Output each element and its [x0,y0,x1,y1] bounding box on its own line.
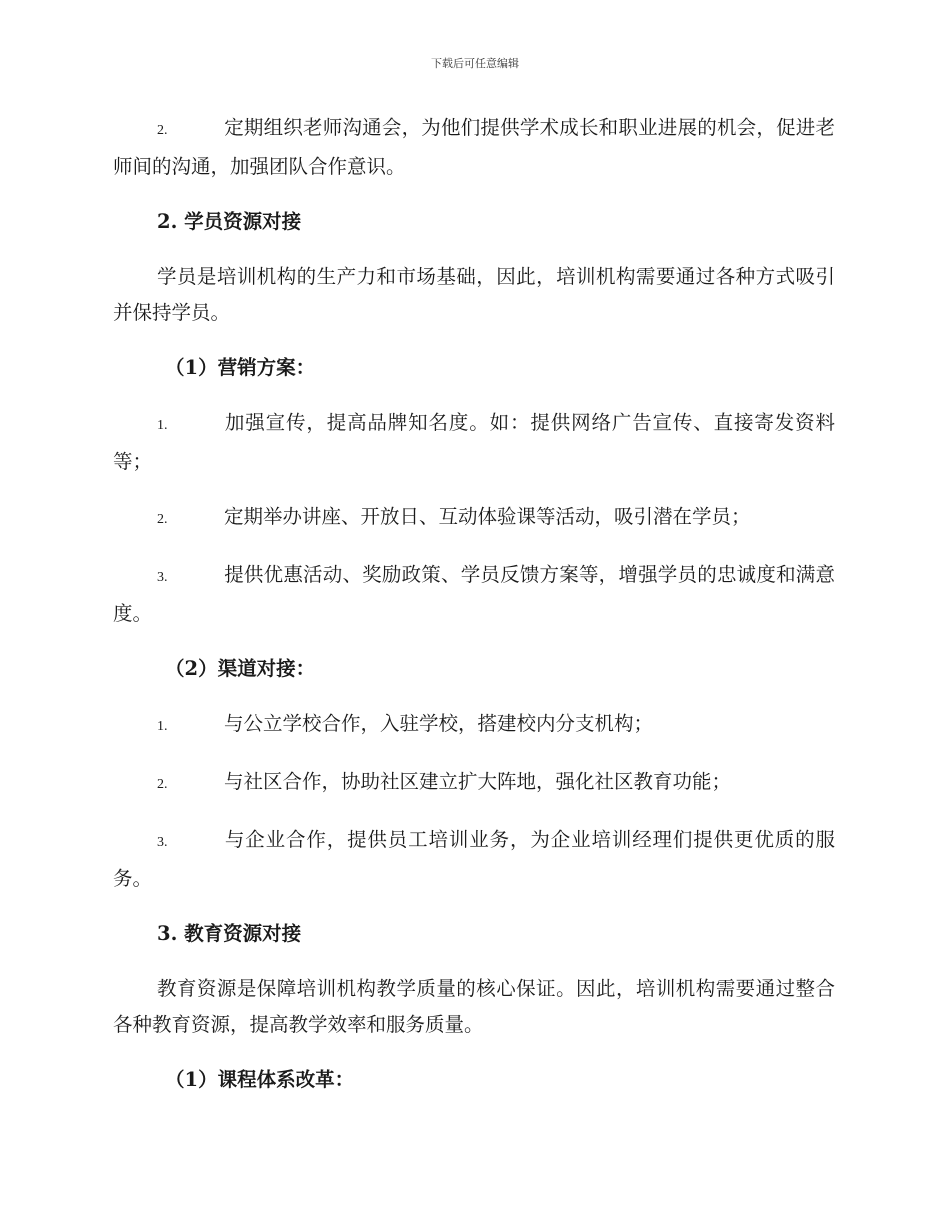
list-item [113,499,835,538]
document-body [113,110,835,1117]
list-number: 1. [157,719,168,734]
list-text: 与社区合作，协助社区建立扩大阵地，强化社区教育功能； [224,770,732,793]
list-item [113,405,835,480]
paragraph: 教育资源是保障培训机构教学质量的核心保证。因此，培训机构需要通过整合各种教育资源，提高教学效率和服务质量。 [113,977,835,1036]
subsection-heading: （1）营销方案： [165,356,316,379]
list-number: 2. [157,512,168,527]
list-number: 2. [157,123,168,138]
list-text: 提供优惠活动、奖励政策、学员反馈方案等，增强学员的忠诚度和满意度。 [113,563,835,625]
list-text: 加强宣传，提高品牌知名度。如：提供网络广告宣传、直接寄发资料等； [113,411,835,473]
list-text: 定期举办讲座、开放日、互动体验课等活动，吸引潜在学员； [224,505,751,528]
subsection-heading: （1）课程体系改革： [165,1068,355,1091]
list-text: 与企业合作，提供员工培训业务，为企业培训经理们提供更优质的服务。 [113,828,835,890]
list-item [113,764,835,803]
list-item [113,110,835,185]
list-item [113,706,835,745]
list-item [113,557,835,632]
paragraph: 学员是培训机构的生产力和市场基础，因此，培训机构需要通过各种方式吸引并保持学员。 [113,265,835,324]
list-text: 定期组织老师沟通会，为他们提供学术成长和职业进展的机会，促进老师间的沟通，加强团队合作意识。 [113,116,835,178]
list-number: 1. [157,418,168,433]
subsection-heading: （2）渠道对接： [165,657,316,680]
list-number: 3. [157,835,168,850]
list-number: 2. [157,777,168,792]
list-text: 与公立学校合作，入驻学校，搭建校内分支机构； [224,712,654,735]
list-item [113,822,835,897]
section-heading: 3. 教育资源对接 [157,922,302,945]
section-heading: 2. 学员资源对接 [157,210,302,233]
list-number: 3. [157,570,168,585]
page-header: 下载后可任意编辑 [431,57,519,70]
